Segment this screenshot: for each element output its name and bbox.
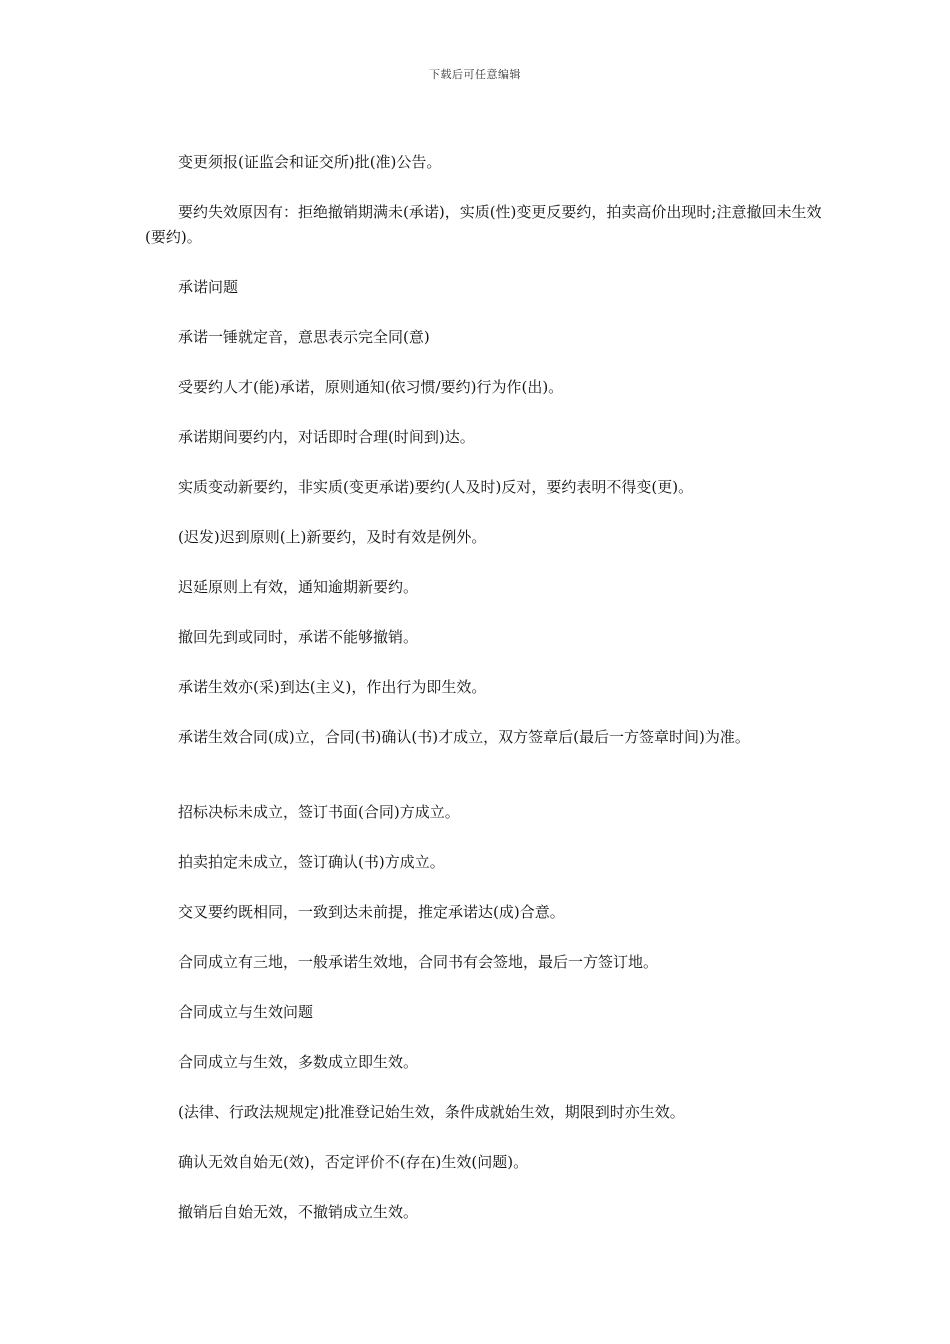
- paragraph: (迟发)迟到原则(上)新要约，及时有效是例外。: [178, 528, 487, 546]
- paragraph: 拍卖拍定未成立，签订确认(书)方成立。: [178, 853, 445, 871]
- paragraph: 承诺生效亦(采)到达(主义)，作出行为即生效。: [178, 678, 487, 696]
- paragraph: 招标决标未成立，签订书面(合同)方成立。: [178, 803, 460, 821]
- page-header: 下载后可任意编辑: [429, 68, 521, 81]
- document-body: [145, 150, 825, 1250]
- paragraph: 承诺一锤就定音，意思表示完全同(意): [178, 328, 430, 346]
- paragraph: 撤回先到或同时，承诺不能够撤销。: [178, 628, 419, 646]
- paragraph: 承诺期间要约内，对话即时合理(时间到)达。: [178, 428, 475, 446]
- paragraph: 合同成立与生效，多数成立即生效。: [178, 1053, 419, 1071]
- paragraph: 实质变动新要约，非实质(变更承诺)要约(人及时)反对，要约表明不得变(更)。: [178, 478, 694, 496]
- paragraph: 变更须报(证监会和证交所)批(准)公告。: [178, 153, 442, 171]
- paragraph: (法律、行政法规规定)批准登记始生效，条件成就始生效，期限到时亦生效。: [178, 1103, 685, 1121]
- paragraph: 确认无效自始无(效)，否定评价不(存在)生效(问题)。: [178, 1153, 529, 1171]
- paragraph: 合同成立有三地，一般承诺生效地，合同书有会签地，最后一方签订地。: [178, 953, 659, 971]
- paragraph: 要约失效原因有：拒绝撤销期满未(承诺)，实质(性)变更反要约，拍卖高价出现时;注意撤回未生效(要约)。: [145, 203, 822, 246]
- paragraph: 撤销后自始无效，不撤销成立生效。: [178, 1203, 419, 1221]
- paragraph: 承诺生效合同(成)立，合同(书)确认(书)才成立，双方签章后(最后一方签章时间)为准。: [178, 728, 750, 746]
- section-heading: 合同成立与生效问题: [178, 1003, 314, 1021]
- paragraph: 交叉要约既相同，一致到达未前提，推定承诺达(成)合意。: [178, 903, 565, 921]
- paragraph: 迟延原则上有效，通知逾期新要约。: [178, 578, 419, 596]
- section-heading: 承诺问题: [178, 278, 239, 296]
- paragraph: 受要约人才(能)承诺，原则通知(依习惯/要约)行为作(出)。: [178, 378, 564, 396]
